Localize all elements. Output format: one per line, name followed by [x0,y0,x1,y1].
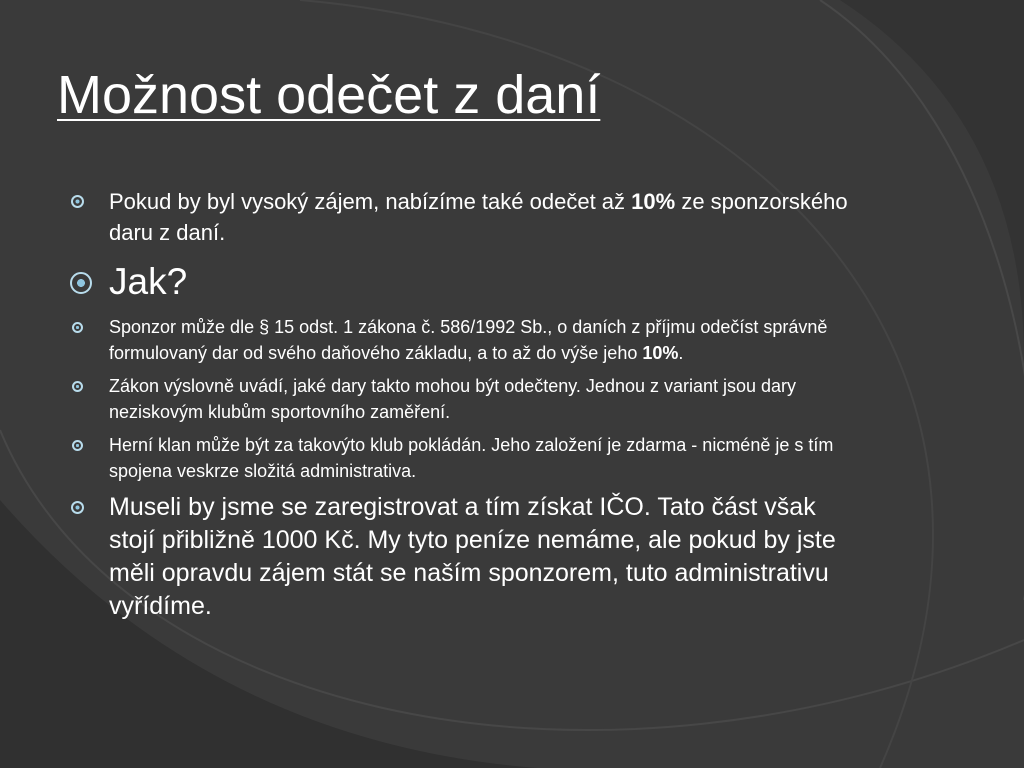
item-text: Museli by jsme se zaregistrovat a tím získat IČO. Tato část však stojí přibližně 1000 Kč. My tyto peníze nemáme, ale pokud by jste měli opravdu zájem stát se naším sponzorem, tuto administrativu vyřídíme. [109,493,836,620]
item-highlight: 10% [642,343,679,363]
list-item [68,432,868,484]
bullet-icon [71,195,84,208]
item-highlight: 10% [631,189,676,214]
list-item [68,186,868,248]
slide-body [68,186,868,623]
list-item [68,491,868,623]
bullet-icon [72,440,83,451]
list-item [68,373,868,425]
bullet-icon [71,501,84,514]
item-text-end: . [678,343,684,363]
item-heading: Jak? [109,261,188,302]
bullet-icon [72,381,83,392]
item-text: Herní klan může být za takovýto klub pokládán. Jeho založení je zdarma - nicméně je s tím spojena veskrze složitá administrativa. [109,435,834,481]
list-item [68,260,868,304]
item-text: Zákon výslovně uvádí, jaké dary takto mohou být odečteny. Jednou z variant jsou dary neziskovým klubům sportovního zaměření. [109,376,797,422]
bullet-icon [72,322,83,333]
item-text: Pokud by byl vysoký zájem, nabízíme také odečet až [109,189,632,214]
bullet-icon [70,272,92,294]
slide-title: Možnost odečet z daní [57,65,601,125]
list-item [68,314,868,366]
item-text: Sponzor může dle § 15 odst. 1 zákona č. 586/1992 Sb., o daních z příjmu odečíst správně formulovaný dar od svého daňového základu, a to až do výše jeho [109,317,828,363]
item-text-end: ze sponzorského daru z daní. [109,189,848,245]
